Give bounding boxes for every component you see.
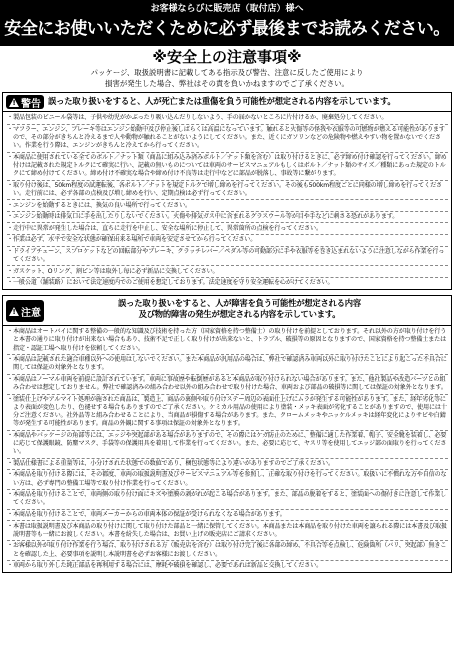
caution-triangle-icon xyxy=(9,307,19,316)
list-item: ・ エンジン始動時は排気口に手を出したりしないでください。火傷や排気ガス中に含まれるグラスウール等が目や手などに刺さる恐れがあります。 xyxy=(7,212,448,224)
list-item: ・ ドライブチェーン、スプロケットなどの回転部分やブレーキ、クラッチレバー／ペダル等の可動部分に手や衣服等を巻き込まれないように注意しながら作業を行ってください。 xyxy=(7,247,448,267)
intro-line: 損害が発生した場合、弊社はその責を負いかねますのでご了承ください。 xyxy=(105,79,349,88)
list-item: ・ 本商品は記載された適合車種以外への使用はしないでください。また本商品が汎用品の場合は、弊社で確認済み車両以外に取り付けたことにより起こった不具合に関しては保証の対象外となります。 xyxy=(7,355,448,375)
list-item: ・ 本商品を取り付けることで、車両側の取り付け面にキズや塗膜の剥がれが起こる場合があります。また、部品の脱着をすると、塗装面への傷付きに注意して作業してください。 xyxy=(7,490,448,510)
list-item: ・ お客様以外が取り付け作業を行う場合、取り付けされる方（販売店を含む）は取り付け完了後に各部の締め、不具合等を点検し、危険箇所（バリ、突起部）無きことを確認した上、必要事項を説明し本説明書を必ずお客様にお渡しください。 xyxy=(7,541,448,561)
warning-triangle-icon xyxy=(9,98,19,107)
intro-line: パッケージ、取扱説明書に記載してある指示及び警告、注意に反したご使用により xyxy=(90,68,364,77)
warning-badge-label: 警告 xyxy=(21,98,41,110)
intro-text xyxy=(10,67,444,89)
warning-title: 誤った取り扱いをすると、人が死亡または重傷を負う可能性が想定される内容を示しています。 xyxy=(48,96,396,106)
caution-items xyxy=(3,326,451,572)
list-item: ・ 作業は必ず、水平で安全な状態が確保出来る場所で車両を安定させてから行ってください。 xyxy=(7,235,448,247)
caution-title-line: 及び物的障害の発生が想定される内容を示しています。 xyxy=(138,309,341,319)
list-item: ・ 本書は取扱説明書及び本商品の取り付けに関して取り付けた部品と一緒に保管してください。本商品または本商品を取り付けた車両を譲られる際には本書及び取扱説明書等も一緒にお渡しください。本書を紛失した場合は、お買い上げの販売店にご請求ください。 xyxy=(7,521,448,541)
safety-notice-title: ※安全上の注意事項※ xyxy=(152,48,302,66)
list-item: ・ エンジンを始動するときには、換気の良い場所で行ってください。 xyxy=(7,200,448,212)
list-item: ・ 取り付け後は、50km程度の試運転後、各ボルト／ナットを規定トルクで増し締めを行ってください。その後も500km程度ごとに同様の増し締めを行ってください。走行前には、必ず各部の点検及び増し締めを行い、定期点検は必ず行ってください。 xyxy=(7,181,448,201)
list-item: ・ 製品包装のビニール袋等は、子供や幼児がかぶったり吸い込んだりしないよう、手の届かないところに片付けるか、廃棄処分してください。 xyxy=(7,113,448,125)
list-item: ・ 走行中に異常が発生した場合は、直ちに走行を中止し、安全な場所に停止して、異常箇所の点検を行ってください。 xyxy=(7,223,448,235)
warning-section xyxy=(2,92,452,290)
list-item: ・ 車両から取り外した純正部品を再利用する場合には、摩耗や破損を確認し、必要であれば新品と交換してください。 xyxy=(7,561,448,572)
caution-title xyxy=(48,296,451,320)
list-item: ・ 本商品を取り付けることで、車両メーカーからの車両本体の保証が受けられなくなる場合があります。 xyxy=(7,510,448,522)
warning-badge xyxy=(6,95,44,109)
list-item: ・ 塗装仕上げやアルマイト処理が施された商品は、製造上、商品の裏側や取り付けステー周辺の表面仕上げにムラが発生する可能性があります。また、経年劣化等により表面が変色したり、色褪せする場合もありますのでご了承ください。ケミカル用品の使用により塗装・メッキ表面が劣化することがありますので、使用には十分ご注意ください。社外品等と組み合わせることにより、当商品が損傷する場合があります。また、クロームメッキやニッケルメッキは経年変化によりサビや白錆等が発生する可能性があります。商品の外観に関する事項は保証の対象外となります。 xyxy=(7,395,448,431)
header-subtitle: お客様ならびに販売店（取付店）様へ xyxy=(150,4,304,14)
caution-header xyxy=(3,296,451,326)
list-item: ・ 本商品はオートバイに関する整備の一般的な知識及び技術を持った方（国家資格を持つ整備士）の取り付けを前提としております。それ以外の方が取り付けを行うと本書の通りに取り付けが出来ない場合もあり、技術不足で正しく取り付けが出来ないと、トラブル、破損等の原因となりますので、国家資格を持つ整備士または指定・認証工場へ取り付けを依頼してください。 xyxy=(7,327,448,355)
warning-items xyxy=(3,112,451,289)
caution-title-line: 誤った取り扱いをすると、人が障害を負う可能性が想定される内容 xyxy=(118,298,361,308)
warning-header xyxy=(3,93,451,112)
list-item: ・ マフラー、エンジン、ブレーキ等はエンジン始動中及び停止後しばらくは高温になっています。触れると火傷等の怪我や衣服等の可燃物が燃える可能性がありますので、その部分がきちんと冷えるまで人や動物が触れることがないようにしてください。また、近くにガソリンなどの危険物や燃えやすい物を置かないでください。作業を行う際は、エンジンがきちんと冷えてから行ってください。 xyxy=(7,125,448,153)
list-item: ・ 本商品やパッケージの角部等には、エッジや突起部がある場合がありますので、その際にはケガ防止のために、整備に適した作業着、帽子、安全靴を装着し、必要に応じて保護眼鏡、防塵マスク、手袋等の保護用具を着用して作業を行ってください。また、必要に応じて、ヤスリ等を使用してエッジ部の面取りを行ってください。 xyxy=(7,431,448,459)
caution-section xyxy=(2,295,452,573)
list-item: ・ 本商品に使用されている全てのボルト／ナット類（商品に組み込み済みボルト／ナット類を含む）は取り付けるときに、必ず締め付け確認を行ってください。締め付けは記載された規定トルクにて確実に行い、記載の無いものについては車両のサービスマニュアルもしくはボルト／ナット類のサイズ／種類にあった規定のトルクにて締め付けてください。締め付け不確実な場合や締め付け不良等は走行中などに部品が脱落し、事故等に繋がります。 xyxy=(7,153,448,181)
header-band xyxy=(0,0,454,46)
list-item: ・ 一般公道（舗装路）において法定速度内でのご使用を想定しております。法定速度を守り安全運転を心がけてください。 xyxy=(7,278,448,289)
list-item: ・ ガスケット、Oリング、割ピン等は取外し毎に必ず新品に交換してください。 xyxy=(7,266,448,278)
header-title: 安全にお使いいただくために必ず最後までお読みください。 xyxy=(4,19,450,39)
caution-badge xyxy=(6,300,44,322)
list-item: ・ 本商品を取り付ける際には、その都度、車両の取扱説明書及びサービスマニュアル等を参照し、正確な取り付けを行ってください。取扱いに不慣れな方や自信のない方は、必ず専門の整備工場等で取り付け作業を行ってください。 xyxy=(7,470,448,490)
caution-badge-label: 注意 xyxy=(21,307,41,319)
list-item: ・ 製品仕様書による重量等は、小分けされた状態での数値であり、梱包状態等により違いがありますのでご了承ください。 xyxy=(7,459,448,471)
list-item: ・ 本商品はノーマル車両を前提に設計されています。車両に事故歴や転倒歴があると本商品が取り付けられない場合があります。また、他社製品や改造パーツとの組み合わせは想定しておりません。弊社で確認済みの組み合わせ以外の組み合わせで取り付けた場合、車両および部品の破損等に関しては保証の対象外となります。 xyxy=(7,375,448,395)
